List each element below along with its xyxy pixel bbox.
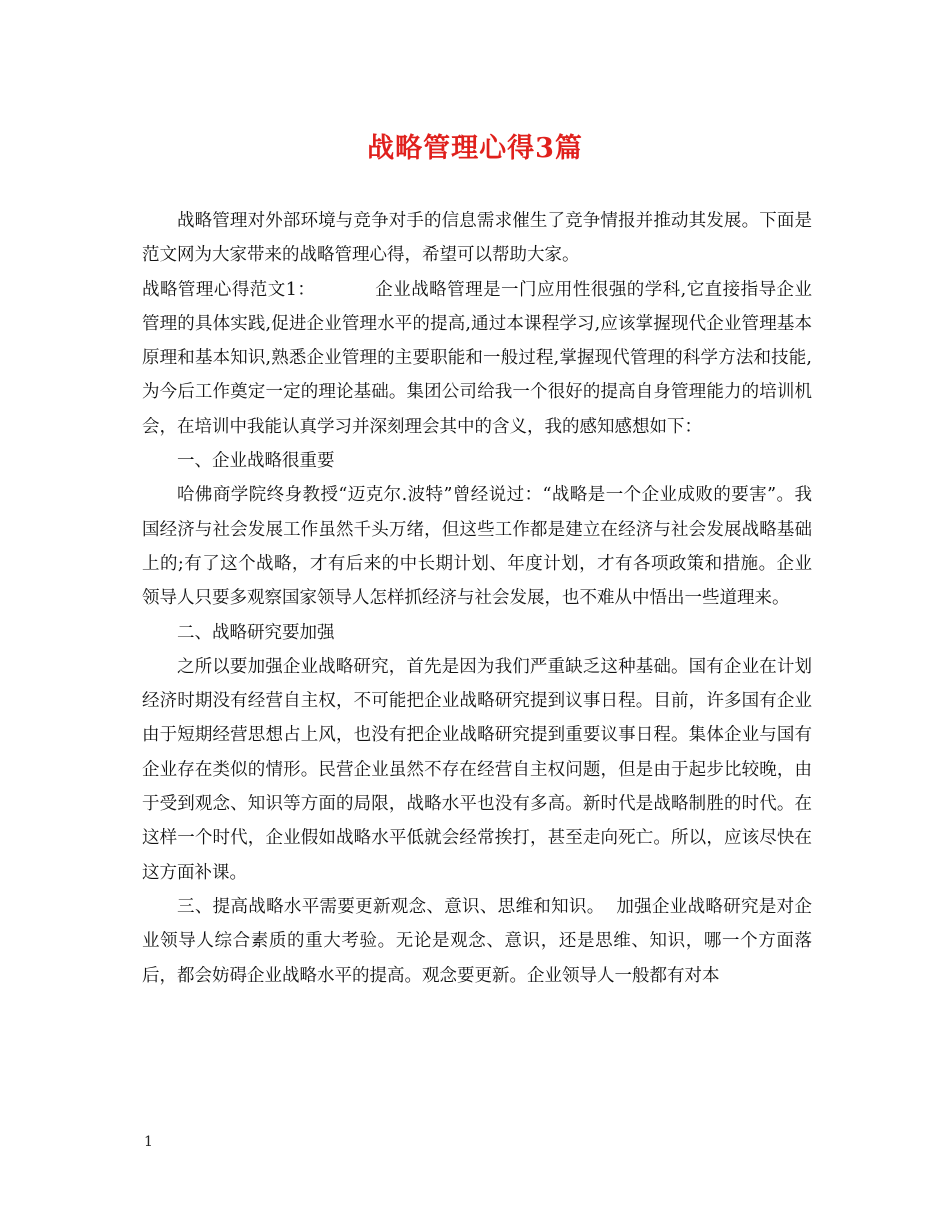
sample1-paragraph [142, 273, 812, 444]
section-paragraph-1: 哈佛商学院终身教授“迈克尔.波特”曾经说过：“战略是一个企业成败的要害”。我国经济与社会发展工作虽然千头万绪，但这些工作都是建立在经济与社会发展战略基础上的;有了这个战略，才有后来的中长期计划、年度计划，才有各项政策和措施。企业领导人只要多观察国家领导人怎样抓经济与社会发展，也不难从中悟出一些道理来。 [142, 485, 812, 609]
sample1-body: 企业战略管理是一门应用性很强的学科,它直接指导企业管理的具体实践,促进企业管理水平的提高,通过本课程学习,应该掌握现代企业管理基本原理和基本知识,熟悉企业管理的主要职能和一般过程,掌握现代管理的科学方法和技能,为今后工作奠定一定的理论基础。集团公司给我一个很好的提高自身管理能力的培训机会，在培训中我能认真学习并深刻理会其中的含义，我的感知感想如下： [142, 279, 812, 437]
page-number: 1 [144, 1134, 153, 1150]
section-heading-3: 三、提高战略水平需要更新观念、意识、思维和知识。 [177, 896, 605, 917]
document-title: 战略管理心得3篇 [367, 133, 583, 164]
section-paragraph-2: 之所以要加强企业战略研究，首先是因为我们严重缺乏这种基础。国有企业在计划经济时期没有经营自主权，不可能把企业战略研究提到议事日程。目前，许多国有企业由于短期经营思想占上风，也没有把企业战略研究提到重要议事日程。集体企业与国有企业存在类似的情形。民营企业虽然不存在经营自主权问题，但是由于起步比较晚，由于受到观念、知识等方面的局限，战略水平也没有多高。新时代是战略制胜的时代。在这样一个时代，企业假如战略水平低就会经常挨打，甚至走向死亡。所以，应该尽快在这方面补课。 [142, 656, 812, 883]
document-body [142, 204, 812, 993]
sample1-label: 战略管理心得范文1： [142, 279, 316, 300]
section-paragraph-3 [142, 890, 812, 993]
intro-paragraph: 战略管理对外部环境与竞争对手的信息需求催生了竞争情报并推动其发展。下面是范文网为大家带来的战略管理心得，希望可以帮助大家。 [142, 211, 812, 266]
section-heading-2: 二、战略研究要加强 [177, 622, 335, 643]
section-paragraph-3-text: 加强企业战略研究是对企业领导人综合素质的重大考验。无论是观念、意识，还是思维、知识，哪一个方面落后，都会妨碍企业战略水平的提高。观念要更新。企业领导人一般都有对本 [142, 896, 812, 986]
section-heading-1: 一、企业战略很重要 [177, 451, 335, 472]
